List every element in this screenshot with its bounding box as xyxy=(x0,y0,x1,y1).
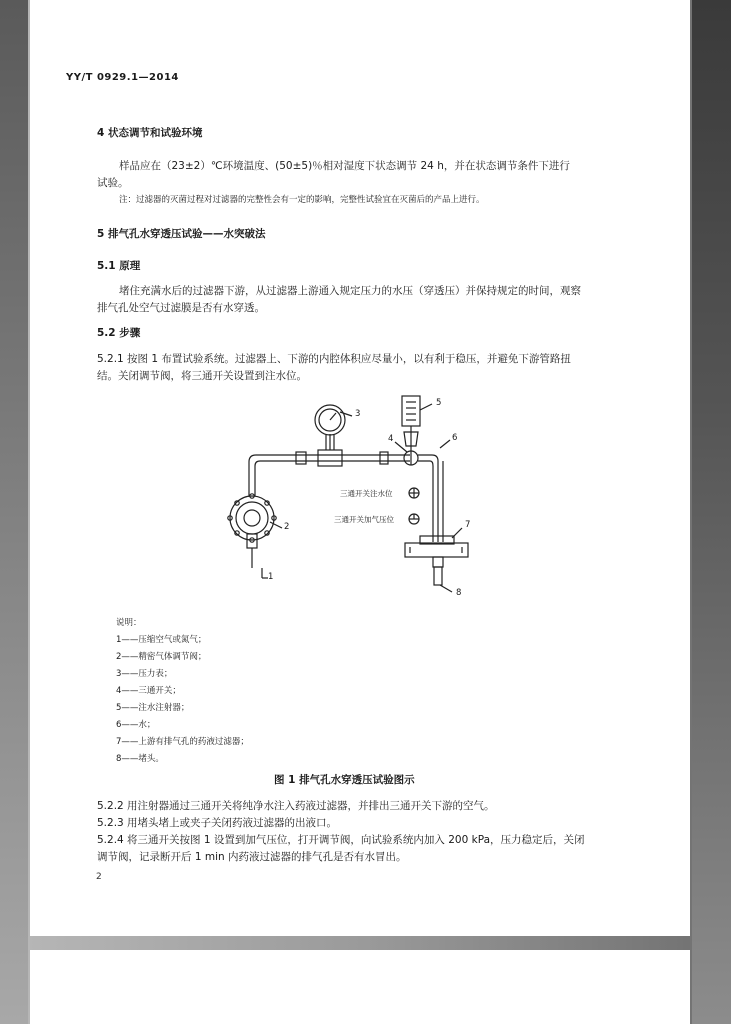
step-5-2-4-line2: 调节阀，记录断开后 1 min 内药液过滤器的排气孔是否有水冒出。 xyxy=(97,851,407,863)
section-4-paragraph-line2: 试验。 xyxy=(97,177,129,189)
legend-title: 说明： xyxy=(116,618,142,628)
legend-item-5: 5——注水注射器； xyxy=(116,703,190,713)
tee-joint xyxy=(318,450,342,466)
step-5-2-1-line2: 结。关闭调节阀，将三通开关设置到注水位。 xyxy=(97,370,307,382)
legend-item-6: 6——水； xyxy=(116,720,156,730)
page-number: 2 xyxy=(96,872,102,882)
legend-item-7: 7——上游有排气孔的药液过滤器； xyxy=(116,737,249,747)
legend-item-1: 1——压缩空气或氮气； xyxy=(116,635,207,645)
callout-7: 7 xyxy=(465,520,471,530)
legend-item-3: 3——压力表； xyxy=(116,669,173,679)
step-5-2-1-line1: 5.2.1 按图 1 布置试验系统。过滤器上、下游的内腔体积应尽量小，以有利于稳压，并避免下游管路扭 xyxy=(97,353,571,365)
section-5-1-heading: 5.1 原理 xyxy=(97,260,141,272)
step-5-2-2: 5.2.2 用注射器通过三通开关将纯净水注入药液过滤器，并排出三通开关下游的空气。 xyxy=(97,800,495,812)
legend-item-4: 4——三通开关； xyxy=(116,686,181,696)
callout-8: 8 xyxy=(456,588,462,598)
figure-caption: 图 1 排气孔水穿透压试验图示 xyxy=(274,774,415,786)
section-5-1-line2: 排气孔处空气过滤膜是否有水穿透。 xyxy=(97,302,265,314)
drug-filter xyxy=(405,543,468,557)
section-4-note: 注：过滤器的灭菌过程对过滤器的完整性会有一定的影响，完整性试验宜在灭菌后的产品上进行。 xyxy=(119,195,485,205)
section-5-heading: 5 排气孔水穿透压试验——水突破法 xyxy=(97,228,266,240)
callout-6: 6 xyxy=(452,433,458,443)
section-5-1-line1: 堵住充满水后的过滤器下游，从过滤器上游通入规定压力的水压（穿透压）并保持规定的时间，观察 xyxy=(119,285,581,297)
section-4-paragraph-line1: 样品应在（23±2）℃环境温度、(50±5)％相对湿度下状态调节 24 h，并在状态调节条件下进行 xyxy=(119,160,570,172)
step-5-2-4-line1: 5.2.4 将三通开关按图 1 设置到加气压位，打开调节阀，向试验系统内加入 200 kPa，压力稳定后，关闭 xyxy=(97,834,585,846)
section-5-2-heading: 5.2 步骤 xyxy=(97,327,141,339)
callout-1: 1 xyxy=(268,572,274,582)
switch-water-position-label: 三通开关注水位 xyxy=(340,489,393,498)
plug xyxy=(434,567,442,585)
inlet-fitting xyxy=(247,534,257,548)
standard-code: YY/T 0929.1—2014 xyxy=(66,72,179,83)
step-5-2-3: 5.2.3 用堵头堵上或夹子关闭药液过滤器的出液口。 xyxy=(97,817,338,829)
legend-item-8: 8——堵头。 xyxy=(116,754,164,764)
callout-5: 5 xyxy=(436,398,442,408)
callout-2: 2 xyxy=(284,522,290,532)
legend-item-2: 2——精密气体调节阀； xyxy=(116,652,207,662)
callout-3: 3 xyxy=(355,409,361,419)
callout-4: 4 xyxy=(388,434,394,444)
section-4-heading: 4 状态调节和试验环境 xyxy=(97,127,203,139)
switch-pressure-position-label: 三通开关加气压位 xyxy=(334,515,394,524)
water-syringe xyxy=(402,396,420,426)
